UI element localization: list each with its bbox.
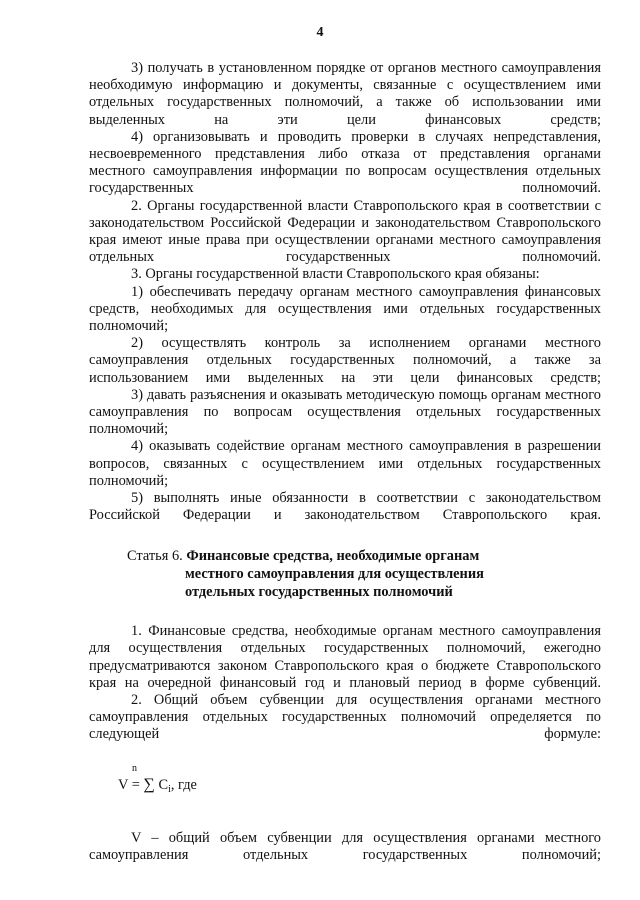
article-title-line: Финансовые средства, необходимые органам — [186, 548, 480, 565]
formula-suffix: , где — [170, 776, 197, 793]
paragraph: 4) оказывать содействие органам местного самоуправления в разрешении вопросов, связанных с осуществлением ими отдельных государственных полномочий; — [89, 438, 601, 489]
paragraph: 2. Органы государственной власти Ставропольского края в соответствии с законодательством Российской Федерации и законодательством Ставропольского края имеют иные права при осуществлении органами местного самоуправления отдельных государственных полномочий. — [89, 197, 601, 266]
formula-lhs: V — [118, 776, 129, 793]
paragraph: 3. Органы государственной власти Ставропольского края обязаны: — [131, 266, 540, 283]
page-number: 4 — [316, 25, 324, 40]
paragraph: 3) получать в установленном порядке от органов местного самоуправления необходимую информацию и документы, связанные с осуществлением ими отдельных государственных полномочий, а также об использовании ими выделенных на эти цели финансовых средств; — [89, 60, 601, 128]
paragraph: 2) осуществлять контроль за исполнением органами местного самоуправления отдельных государственных полномочий, а также за использованием ими выделенных на эти цели финансовых средств; — [89, 335, 601, 386]
article-heading — [89, 548, 601, 601]
paragraph: 1. Финансовые средства, необходимые органам местного самоуправления для осуществления отдельных государственных полномочий, ежегодно предусматриваются законом Ставропольского края о бюджете Ставропольского края на очередной финансовый год и плановый период в форме субвенций. — [89, 623, 601, 691]
formula-equals: = — [128, 776, 144, 793]
formula-subscript: i — [168, 783, 171, 795]
sigma-symbol: ∑ — [143, 775, 155, 793]
sum-upper-limit: n — [132, 762, 137, 774]
formula-expression — [118, 776, 197, 798]
paragraph: 5) выполнять иные обязанности в соответствии с законодательством Российской Федерации и законодательством Ставропольского края. — [89, 490, 601, 524]
paragraph: 3) давать разъяснения и оказывать методическую помощь органам местного самоуправления по вопросам осуществления отдельных государственных полномочий; — [89, 386, 601, 438]
sum-formula — [89, 760, 601, 820]
article-title-line: отдельных государственных полномочий — [185, 583, 453, 600]
paragraph: V – общий объем субвенции для осуществления органами местного самоуправления отдельных государственных полномочий; — [89, 829, 601, 863]
document-body — [89, 60, 601, 864]
article-title-line: местного самоуправления для осуществления — [185, 566, 484, 583]
formula-term: C — [158, 776, 169, 793]
paragraph: 4) организовывать и проводить проверки в случаях непредставления, несвоевременного представления либо отказа от представления органами местного самоуправления информации по вопросам осуществления отдельных государственных полномочий. — [89, 128, 601, 197]
paragraph: 1) обеспечивать передачу органам местного самоуправления финансовых средств, необходимых для осуществления ими отдельных государственных полномочий; — [89, 283, 601, 335]
article-label: Статья 6. — [127, 548, 183, 565]
paragraph: 2. Общий объем субвенции для осуществления органами местного самоуправления отдельных государственных полномочий определяется по следующей формуле: — [89, 692, 601, 743]
